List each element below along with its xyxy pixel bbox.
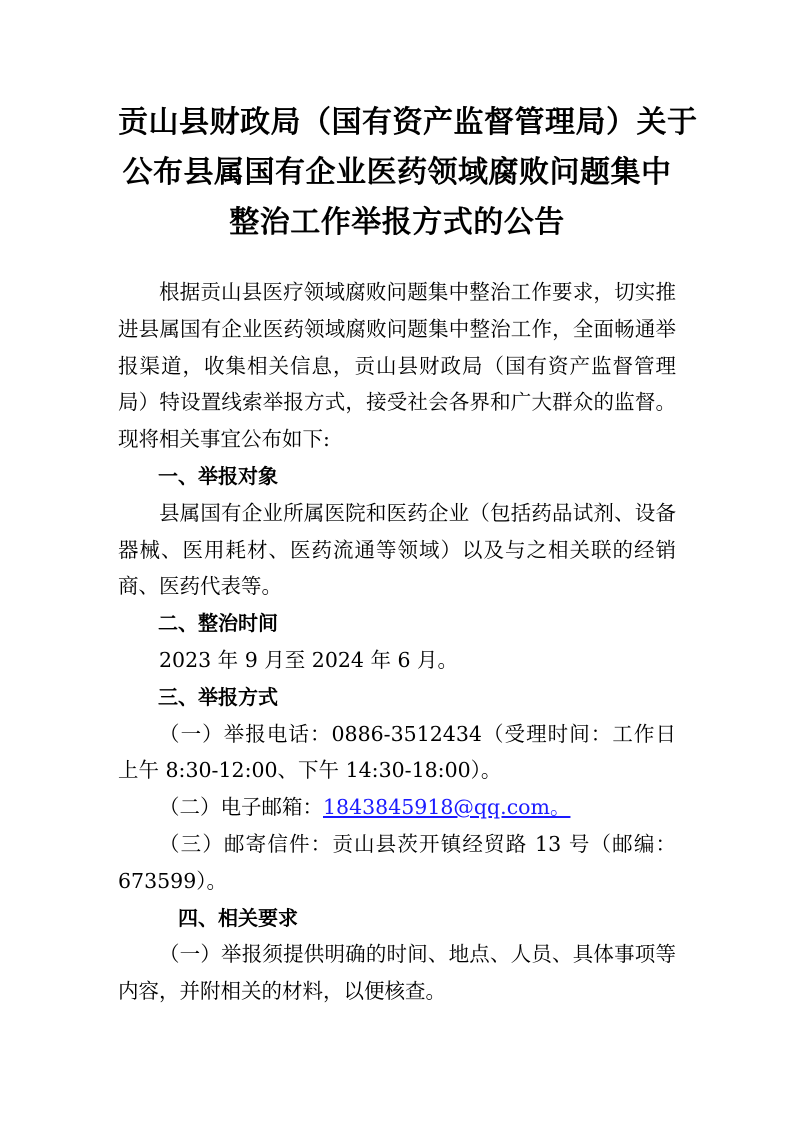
title-line-1: 贡山县财政局（国有资产监督管理局）关于: [118, 105, 698, 140]
report-email-paragraph: [118, 789, 676, 826]
section-2-heading: 二、整治时间: [158, 611, 278, 636]
intro-paragraph: 根据贡山县医疗领域腐败问题集中整治工作要求，切实推进县属国有企业医药领域腐败问题集中整治工作，全面畅通举报渠道，收集相关信息，贡山县财政局（国有资产监督管理局）特设置线索举报方式，接受社会各界和广大群众的监督。现将相关事宜公布如下:: [118, 280, 676, 452]
report-phone-paragraph: （一）举报电话：0886-3512434（受理时间：工作日上午 8:30-12:00、下午 14:30-18:00）。: [118, 721, 676, 783]
title-line-3: 整治工作举报方式的公告: [229, 205, 565, 240]
email-label: （二）电子邮箱：: [159, 795, 323, 820]
document-body: [118, 274, 676, 1010]
document-title: [118, 98, 698, 248]
section-3-heading: 三、举报方式: [158, 684, 278, 709]
title-line-2: 公布县属国有企业医药领域腐败问题集中: [122, 155, 672, 190]
section-4-item-1: （一）举报须提供明确的时间、地点、人员、具体事项等内容，并附相关的材料，以便核查。: [118, 942, 676, 1004]
section-1-heading: 一、举报对象: [158, 463, 278, 488]
section-1-text: 县属国有企业所属医院和医药企业（包括药品试剂、设备器械、医用耗材、医药流通等领域）以及与之相关联的经销商、医药代表等。: [118, 500, 676, 599]
report-mail-paragraph: （三）邮寄信件：贡山县茨开镇经贸路 13 号（邮编：673599）。: [118, 831, 676, 893]
email-link[interactable]: 1843845918@qq.com。: [323, 795, 571, 820]
section-4-heading: 四、相关要求: [178, 905, 298, 930]
section-2-text: 2023 年 9 月至 2024 年 6 月。: [159, 647, 459, 672]
